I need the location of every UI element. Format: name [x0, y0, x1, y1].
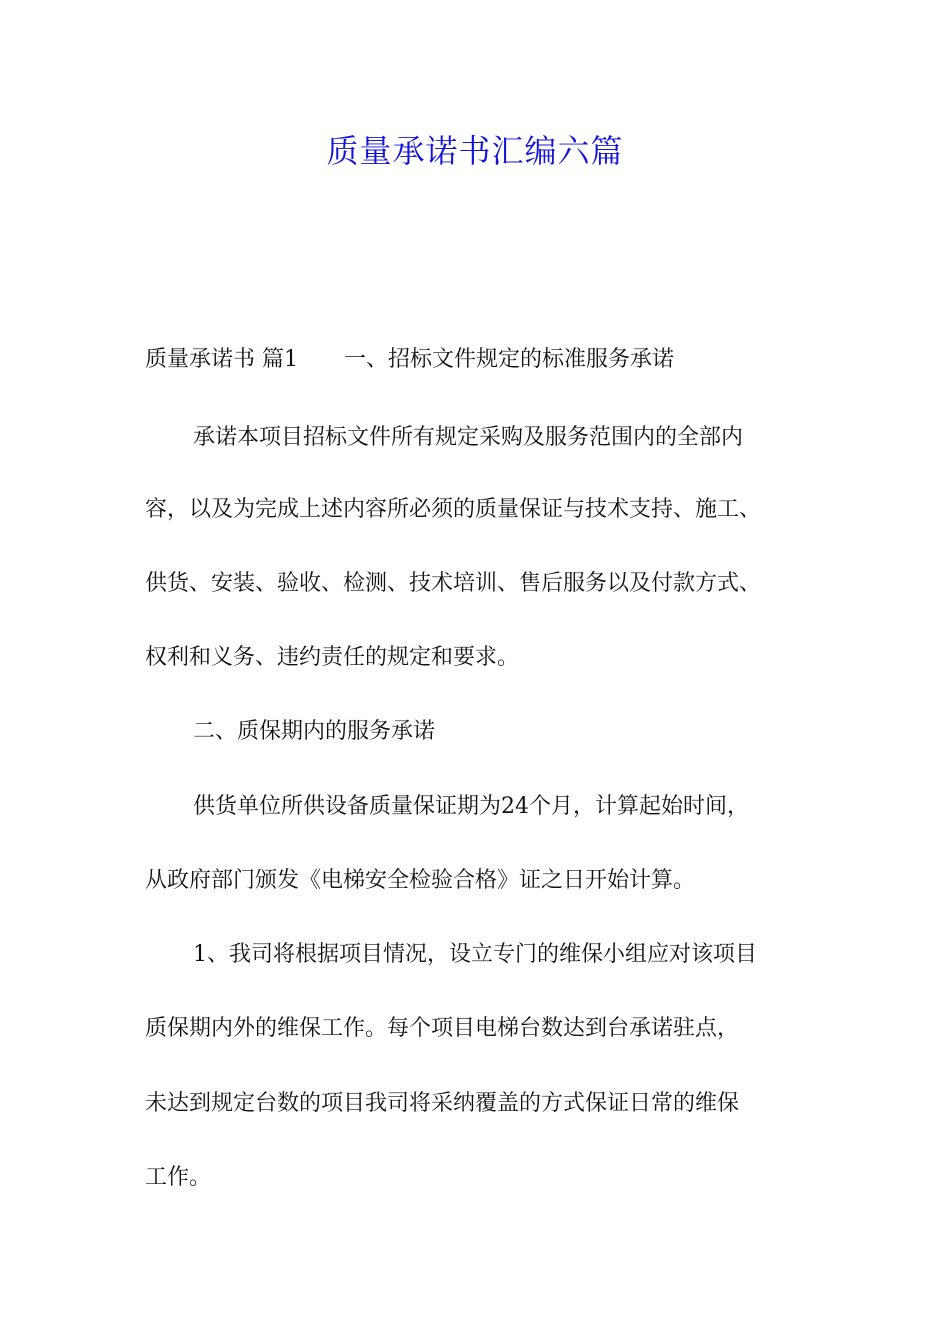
section-heading-part2: 一、招标文件规定的标准服务承诺	[344, 347, 675, 372]
paragraph-line: 容，以及为完成上述内容所必须的质量保证与技术支持、施工、	[145, 497, 762, 522]
section-heading-part1: 质量承诺书 篇1	[145, 347, 298, 372]
paragraph-line: 从政府部门颁发《电梯安全检验合格》证之日开始计算。	[145, 868, 696, 893]
paragraph-line: 权利和义务、违约责任的规定和要求。	[145, 645, 520, 670]
section-heading	[145, 345, 674, 375]
paragraph-line: 工作。	[145, 1165, 212, 1190]
document-title: 质量承诺书汇编六篇	[326, 132, 624, 170]
paragraph-line: 供货单位所供设备质量保证期为24个月，计算起始时间，	[193, 794, 749, 819]
paragraph-line: 未达到规定台数的项目我司将采纳覆盖的方式保证日常的维保	[145, 1091, 740, 1116]
paragraph-line: 供货、安装、验收、检测、技术培训、售后服务以及付款方式、	[145, 571, 762, 596]
paragraph-line: 质保期内外的维保工作。每个项目电梯台数达到台承诺驻点，	[145, 1016, 740, 1041]
paragraph-line: 承诺本项目招标文件所有规定采购及服务范围内的全部内	[193, 425, 744, 450]
paragraph-line: 1、我司将根据项目情况，设立专门的维保小组应对该项目	[193, 942, 757, 967]
paragraph-line: 二、质保期内的服务承诺	[193, 719, 436, 744]
